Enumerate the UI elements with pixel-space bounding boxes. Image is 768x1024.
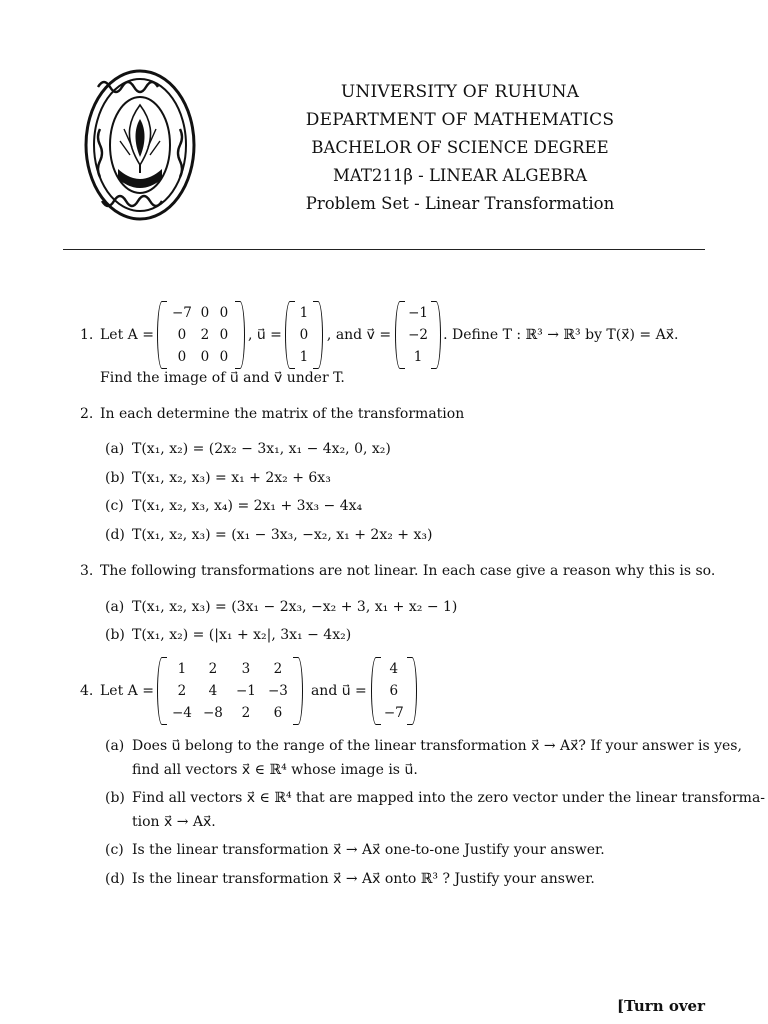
sub-question [105, 599, 457, 615]
matrix-entry: 6 [389, 683, 399, 699]
sub-question-text-continued: tion x⃗ → Ax⃗. [132, 814, 216, 830]
matrix-entry: 0 [177, 327, 187, 343]
matrix-entry: 3 [241, 661, 251, 677]
sub-question-text: T(x₁, x₂, x₃, x₄) = 2x₁ + 3x₃ − 4x₄ [132, 498, 363, 514]
q4-let-a: Let A = [100, 683, 154, 699]
matrix-entry: 0 [177, 349, 187, 365]
document-header [250, 78, 670, 218]
sub-question-label: (a) [105, 738, 125, 754]
sub-question-text: T(x₁, x₂, x₃) = x₁ + 2x₂ + 6x₃ [132, 470, 331, 486]
matrix-entry: 0 [219, 305, 229, 321]
matrix-entry: 4 [208, 683, 218, 699]
matrix-entry: −1 [408, 305, 429, 321]
header-divider [63, 249, 705, 250]
question-number: 1. [80, 327, 94, 343]
matrix-entry: −7 [172, 305, 192, 321]
matrix-entry: −1 [236, 683, 256, 699]
sub-question [105, 627, 351, 643]
q1-u-eq: , u⃗ = [247, 327, 282, 343]
question-number: 2. [80, 406, 94, 422]
matrix-entry: 0 [200, 349, 210, 365]
matrix-entry: 0 [219, 349, 229, 365]
question-1 [80, 300, 678, 370]
sub-question-text-continued: find all vectors x⃗ ∈ ℝ⁴ whose image is u⃗. [132, 762, 418, 778]
matrix-entry: 0 [299, 327, 309, 343]
sub-question [105, 790, 765, 806]
matrix-entry: 1 [299, 305, 309, 321]
sub-question-label: (a) [105, 599, 125, 615]
matrix-entry: −7 [383, 705, 404, 721]
sub-question-text: Is the linear transformation x⃗ → Ax⃗ onto ℝ³ ? Justify your answer. [132, 871, 595, 887]
sub-question-text: Find all vectors x⃗ ∈ ℝ⁴ that are mapped into the zero vector under the linear transforma- [132, 790, 766, 806]
matrix-entry: 1 [299, 349, 309, 365]
matrix-entry: 2 [200, 327, 210, 343]
university-name: UNIVERSITY OF RUHUNA [340, 82, 580, 102]
matrix-entry: 2 [273, 661, 283, 677]
question-4 [80, 656, 417, 726]
matrix-entry: −2 [408, 327, 429, 343]
matrix-a [157, 301, 245, 369]
matrix-entry: 2 [208, 661, 218, 677]
sub-question-label: (d) [105, 527, 125, 543]
sub-question-label: (a) [105, 441, 125, 457]
vector-u [371, 657, 417, 725]
sub-question-text: Does u⃗ belong to the range of the linear transformation x⃗ → Ax⃗? If your answer is yes, [132, 738, 742, 754]
matrix-entry: 1 [177, 661, 187, 677]
sub-question-label: (c) [105, 842, 124, 858]
matrix-entry: 4 [389, 661, 399, 677]
q3-text: The following transformations are not linear. In each case give a reason why this is so. [100, 563, 716, 579]
matrix-entry: 2 [177, 683, 187, 699]
q4-and-u: and u⃗ = [310, 683, 367, 699]
sub-question-label: (c) [105, 498, 124, 514]
vector-v [395, 301, 441, 369]
university-seal-icon [84, 69, 196, 225]
question-number: 4. [80, 683, 94, 699]
course-code: MAT211β - LINEAR ALGEBRA [332, 166, 588, 185]
sub-question [105, 871, 595, 887]
sub-question-text: T(x₁, x₂, x₃) = (x₁ − 3x₃, −x₂, x₁ + 2x₂ + x₃) [132, 527, 433, 543]
matrix-entry: 0 [219, 327, 229, 343]
matrix-entry: −3 [268, 683, 288, 699]
sub-question-label: (b) [105, 470, 125, 486]
matrix-entry: 2 [241, 705, 251, 721]
question-2 [80, 406, 464, 422]
sub-question-text: T(x₁, x₂, x₃) = (3x₁ − 2x₃, −x₂ + 3, x₁ + x₂ − 1) [132, 599, 458, 615]
q1-define: . Define T : ℝ³ → ℝ³ by T(x⃗) = Ax⃗. [443, 327, 679, 343]
sub-question-label: (d) [105, 871, 125, 887]
question-3 [80, 563, 715, 579]
vector-u [285, 301, 323, 369]
sub-question [105, 527, 432, 543]
sub-question-text: Is the linear transformation x⃗ → Ax⃗ one-to-one Justify your answer. [132, 842, 605, 858]
q2-text: In each determine the matrix of the transformation [100, 406, 465, 422]
sub-question-text: T(x₁, x₂) = (2x₂ − 3x₁, x₁ − 4x₂, 0, x₂) [132, 441, 391, 457]
sub-question [105, 842, 605, 858]
matrix-entry: 1 [413, 349, 423, 365]
turn-over-label: [Turn over [617, 997, 705, 1015]
sub-question [105, 738, 742, 754]
sub-question-label: (b) [105, 790, 125, 806]
matrix-entry: 0 [200, 305, 210, 321]
sub-question-label: (b) [105, 627, 125, 643]
question-number: 3. [80, 563, 94, 579]
sub-question [105, 470, 331, 486]
q1-and-v: , and v⃗ = [326, 327, 392, 343]
matrix-a [157, 657, 303, 725]
problem-set-title: Problem Set - Linear Transformation [305, 194, 615, 213]
sub-question [105, 498, 362, 514]
matrix-entry: −8 [203, 705, 223, 721]
sub-question-text: T(x₁, x₂) = (|x₁ + x₂|, 3x₁ − 4x₂) [132, 627, 352, 643]
matrix-entry: −4 [172, 705, 192, 721]
department-name: DEPARTMENT OF MATHEMATICS [305, 110, 615, 130]
sub-question [105, 441, 391, 457]
q1-let-a: Let A = [100, 327, 154, 343]
matrix-entry: 6 [273, 705, 283, 721]
degree-name: BACHELOR OF SCIENCE DEGREE [311, 138, 609, 157]
q1-line2: Find the image of u⃗ and v⃗ under T. [100, 370, 345, 386]
